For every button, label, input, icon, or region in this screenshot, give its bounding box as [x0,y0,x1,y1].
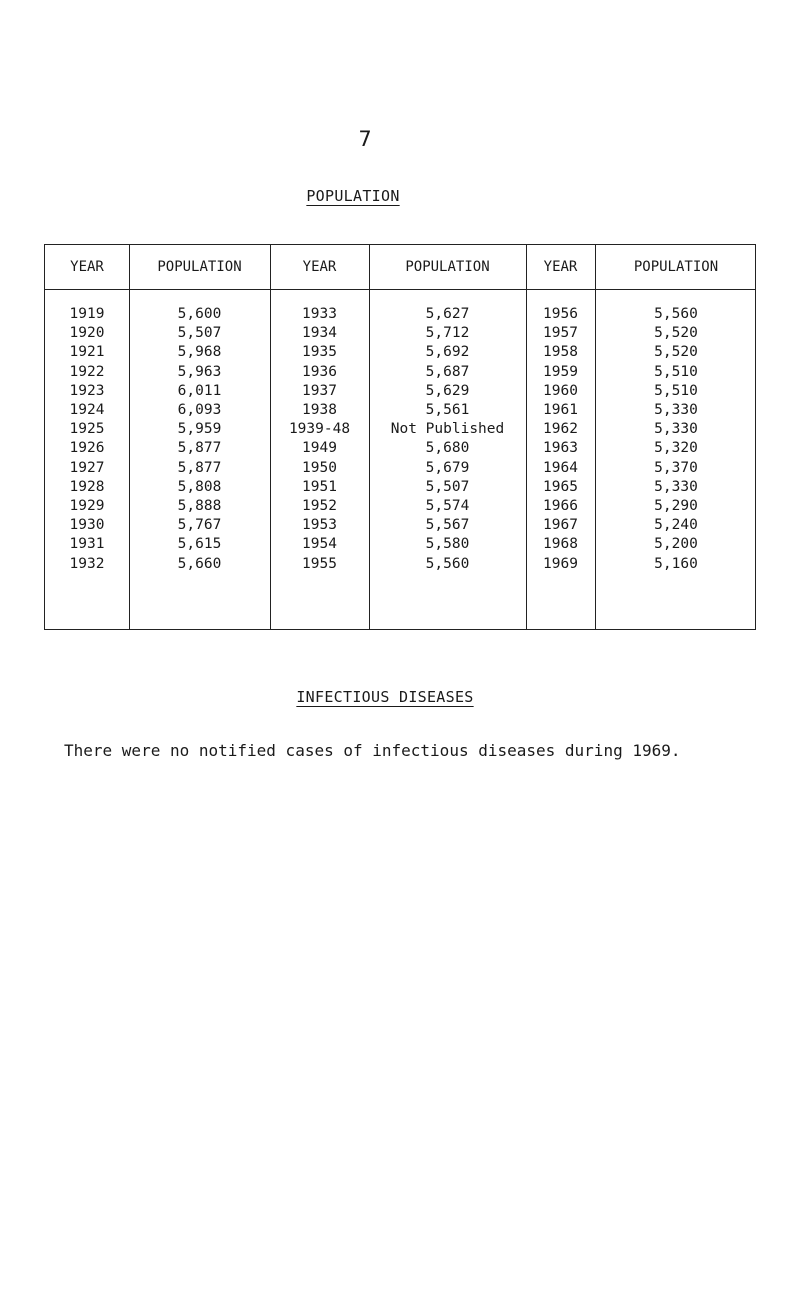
population-cell: 5,320 [654,440,698,457]
year-cell: 1928 [69,478,105,495]
column-header-year: YEAR [70,259,104,275]
population-cell: 5,370 [654,459,698,476]
year-cell: 1935 [302,344,337,361]
year-cell: 1965 [543,478,578,495]
population-cell: 5,560 [654,306,698,322]
year-cell: 1926 [69,440,105,457]
population-heading: POPULATION [306,187,400,205]
year-cell: 1950 [302,459,337,476]
table-row [45,325,755,344]
table-row [45,536,755,555]
population-cell: 5,877 [177,440,222,457]
population-cell: 5,561 [425,402,470,418]
population-cell: 5,679 [425,459,470,476]
population-cell: 5,627 [425,306,470,322]
header-divider [45,289,755,290]
population-cell: 5,290 [654,498,698,514]
population-cell: 5,629 [425,382,470,399]
year-cell: 1921 [69,344,105,361]
year-cell: 1966 [543,498,578,514]
population-cell: 5,520 [654,325,698,342]
population-cell: 6,093 [177,402,222,418]
population-cell: 5,687 [425,363,470,380]
year-cell: 1969 [543,555,578,572]
population-cell: 5,520 [654,344,698,361]
population-cell: 6,011 [177,382,222,399]
year-cell: 1931 [69,536,105,553]
population-cell: 5,712 [425,325,470,342]
page-number: 7 [358,127,372,151]
table-row [45,517,755,536]
year-cell: 1934 [302,325,337,342]
year-cell: 1957 [543,325,578,342]
year-cell: 1937 [302,382,337,399]
population-cell: 5,600 [177,306,222,322]
population-cell: 5,877 [177,459,222,476]
population-cell: Not Published [390,421,505,438]
population-cell: 5,567 [425,517,470,534]
column-header-population: POPULATION [633,259,719,275]
column-header-population: POPULATION [405,259,490,275]
year-cell: 1920 [69,325,105,342]
year-cell: 1956 [543,306,578,322]
year-cell: 1958 [543,344,578,361]
population-cell: 5,510 [654,382,698,399]
population-table [44,244,756,630]
population-cell: 5,888 [177,498,222,514]
year-cell: 1953 [302,517,337,534]
year-cell: 1938 [302,402,337,418]
year-cell: 1963 [543,440,578,457]
infectious-diseases-note: There were no notified cases of infectious diseases during 1969. [64,741,681,760]
table-row [45,556,755,575]
population-cell: 5,507 [425,478,470,495]
infectious-diseases-heading: INFECTIOUS DISEASES [296,688,474,706]
population-cell: 5,160 [654,555,698,572]
table-row [45,402,755,421]
year-cell: 1952 [302,498,337,514]
population-cell: 5,507 [177,325,222,342]
year-cell: 1919 [69,306,105,322]
population-cell: 5,767 [177,517,222,534]
year-cell: 1964 [543,459,578,476]
year-cell: 1960 [543,382,578,399]
year-cell: 1968 [543,536,578,553]
year-cell: 1939-48 [288,421,351,438]
year-cell: 1924 [69,402,105,418]
population-cell: 5,574 [425,498,470,514]
population-cell: 5,510 [654,363,698,380]
population-cell: 5,968 [177,344,222,361]
year-cell: 1933 [302,306,337,322]
year-cell: 1949 [302,440,337,457]
table-row [45,383,755,402]
year-cell: 1967 [543,517,578,534]
table-row [45,479,755,498]
population-cell: 5,330 [654,402,698,418]
population-cell: 5,660 [177,555,222,572]
population-cell: 5,330 [654,478,698,495]
year-cell: 1936 [302,363,337,380]
table-row [45,498,755,517]
table-row [45,306,755,325]
year-cell: 1961 [543,402,578,418]
year-cell: 1923 [69,382,105,399]
population-cell: 5,240 [654,517,698,534]
column-header-year: YEAR [543,259,578,275]
year-cell: 1959 [543,363,578,380]
population-cell: 5,330 [654,421,698,438]
table-row [45,460,755,479]
population-cell: 5,963 [177,363,222,380]
year-cell: 1922 [69,363,105,380]
population-cell: 5,808 [177,478,222,495]
year-cell: 1932 [69,555,105,572]
population-cell: 5,560 [425,555,470,572]
year-cell: 1927 [69,459,105,476]
year-cell: 1954 [302,536,337,553]
year-cell: 1930 [69,517,105,534]
table-row [45,440,755,459]
population-cell: 5,580 [425,536,470,553]
population-cell: 5,959 [177,421,222,438]
population-cell: 5,200 [654,536,698,553]
column-header-population: POPULATION [157,259,242,275]
year-cell: 1929 [69,498,105,514]
population-cell: 5,615 [177,536,222,553]
table-row [45,421,755,440]
year-cell: 1962 [543,421,578,438]
year-cell: 1951 [302,478,337,495]
table-row [45,364,755,383]
year-cell: 1955 [302,555,337,572]
population-cell: 5,692 [425,344,470,361]
population-cell: 5,680 [425,440,470,457]
table-row [45,344,755,363]
year-cell: 1925 [69,421,105,438]
column-header-year: YEAR [302,259,337,275]
